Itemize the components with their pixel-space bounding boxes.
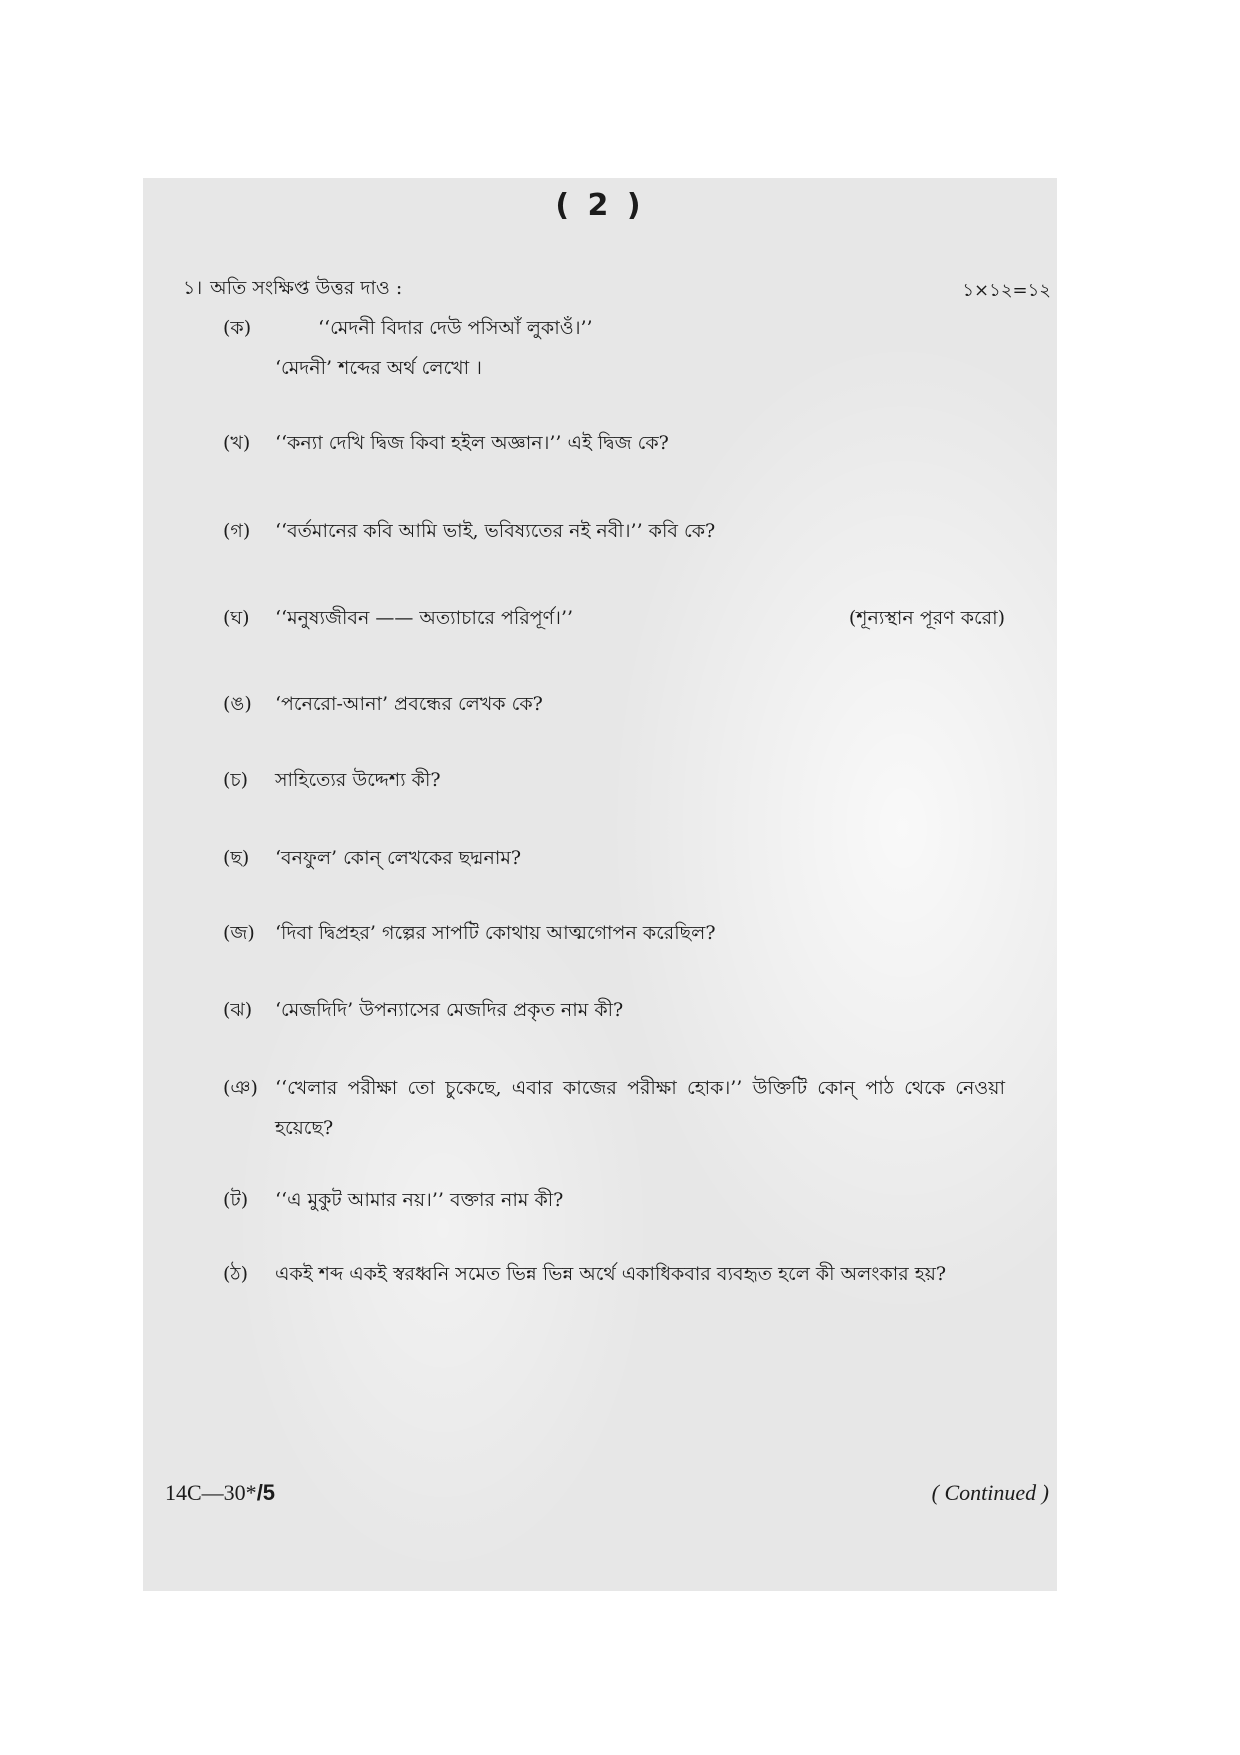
- question-heading: [183, 274, 402, 306]
- question-item: [223, 308, 1005, 348]
- paper-code-suffix: /5: [256, 1480, 276, 1505]
- item-text: ‘‘মনুষ্যজীবন —— অত্যাচারে পরিপূর্ণ।’’: [275, 607, 574, 629]
- item-note: (শূন্যস্থান পূরণ করো): [848, 607, 1005, 629]
- question-item: [223, 1068, 1005, 1148]
- item-label: (চ): [223, 769, 249, 791]
- item-label: (গ): [223, 520, 251, 542]
- item-label: (ঙ): [223, 693, 252, 715]
- question-item: [223, 423, 1005, 463]
- item-text: ‘পনেরো-আনা’ প্রবন্ধের লেখক কে?: [275, 693, 543, 715]
- question-item: [223, 684, 1005, 724]
- question-item: [223, 1254, 1005, 1294]
- item-text: ‘দিবা দ্বিপ্রহর’ গল্পের সাপটি কোথায় আত্মগোপন করেছিল?: [275, 922, 716, 944]
- question-item: [223, 760, 1005, 800]
- item-text: সাহিত্যের উদ্দেশ্য কী?: [275, 769, 441, 791]
- paper-code-prefix: 14C—30*: [165, 1480, 257, 1505]
- continued-note: ( Continued ): [931, 1480, 1049, 1505]
- question-instruction: অতি সংক্ষিপ্ত উত্তর দাও :: [210, 277, 403, 299]
- exam-page: [143, 178, 1057, 1591]
- question-item: [223, 598, 1005, 638]
- item-text: ‘‘কন্যা দেখি দ্বিজ কিবা হইল অজ্ঞান।’’ এই দ্বিজ কে?: [275, 432, 669, 454]
- question-item: [223, 1180, 1005, 1220]
- page-number: ( 2 ): [555, 188, 645, 223]
- paper-code: [165, 1480, 275, 1506]
- item-label: (ঞ): [223, 1077, 258, 1099]
- item-text: ‘‘এ মুকুট আমার নয়।’’ বক্তার নাম কী?: [275, 1189, 564, 1211]
- item-label: (জ): [223, 922, 255, 944]
- item-text: ‘মেজদিদি’ উপন্যাসের মেজদির প্রকৃত নাম কী?: [275, 999, 624, 1021]
- question-item: [223, 913, 1005, 953]
- question-item: [223, 838, 1005, 878]
- question-number: ১।: [183, 277, 203, 299]
- question-item: [223, 511, 1005, 551]
- item-label: (ছ): [223, 847, 250, 869]
- item-subtext: ‘মেদনী’ শব্দের অর্থ লেখো ।: [275, 357, 482, 379]
- item-text: ‘‘বর্তমানের কবি আমি ভাই, ভবিষ্যতের নই নবী।’’ কবি কে?: [275, 520, 716, 542]
- item-text: ‘‘মেদনী বিদার দেউ পসিআঁ লুকাওঁ।’’: [318, 317, 593, 339]
- item-label: (ঘ): [223, 607, 250, 629]
- item-label: (খ): [223, 432, 251, 454]
- item-label: (ঝ): [223, 999, 253, 1021]
- item-label: (ক): [223, 317, 252, 339]
- item-text: একই শব্দ একই স্বরধ্বনি সমেত ভিন্ন ভিন্ন অর্থে একাধিকবার ব্যবহৃত হলে কী অলংকার হয়?: [275, 1263, 947, 1285]
- item-label: (ট): [223, 1189, 249, 1211]
- item-label: (ঠ): [223, 1263, 248, 1285]
- item-text: ‘বনফুল’ কোন্ লেখকের ছদ্মনাম?: [275, 847, 522, 869]
- question-marks: ১×১২=১২: [962, 280, 1051, 301]
- item-text: ‘‘খেলার পরীক্ষা তো চুকেছে, এবার কাজের পরীক্ষা হোক।’’ উক্তিটি কোন্ পাঠ থেকে নেওয়া হয়েছে?: [275, 1077, 1005, 1139]
- question-item: [223, 990, 1005, 1030]
